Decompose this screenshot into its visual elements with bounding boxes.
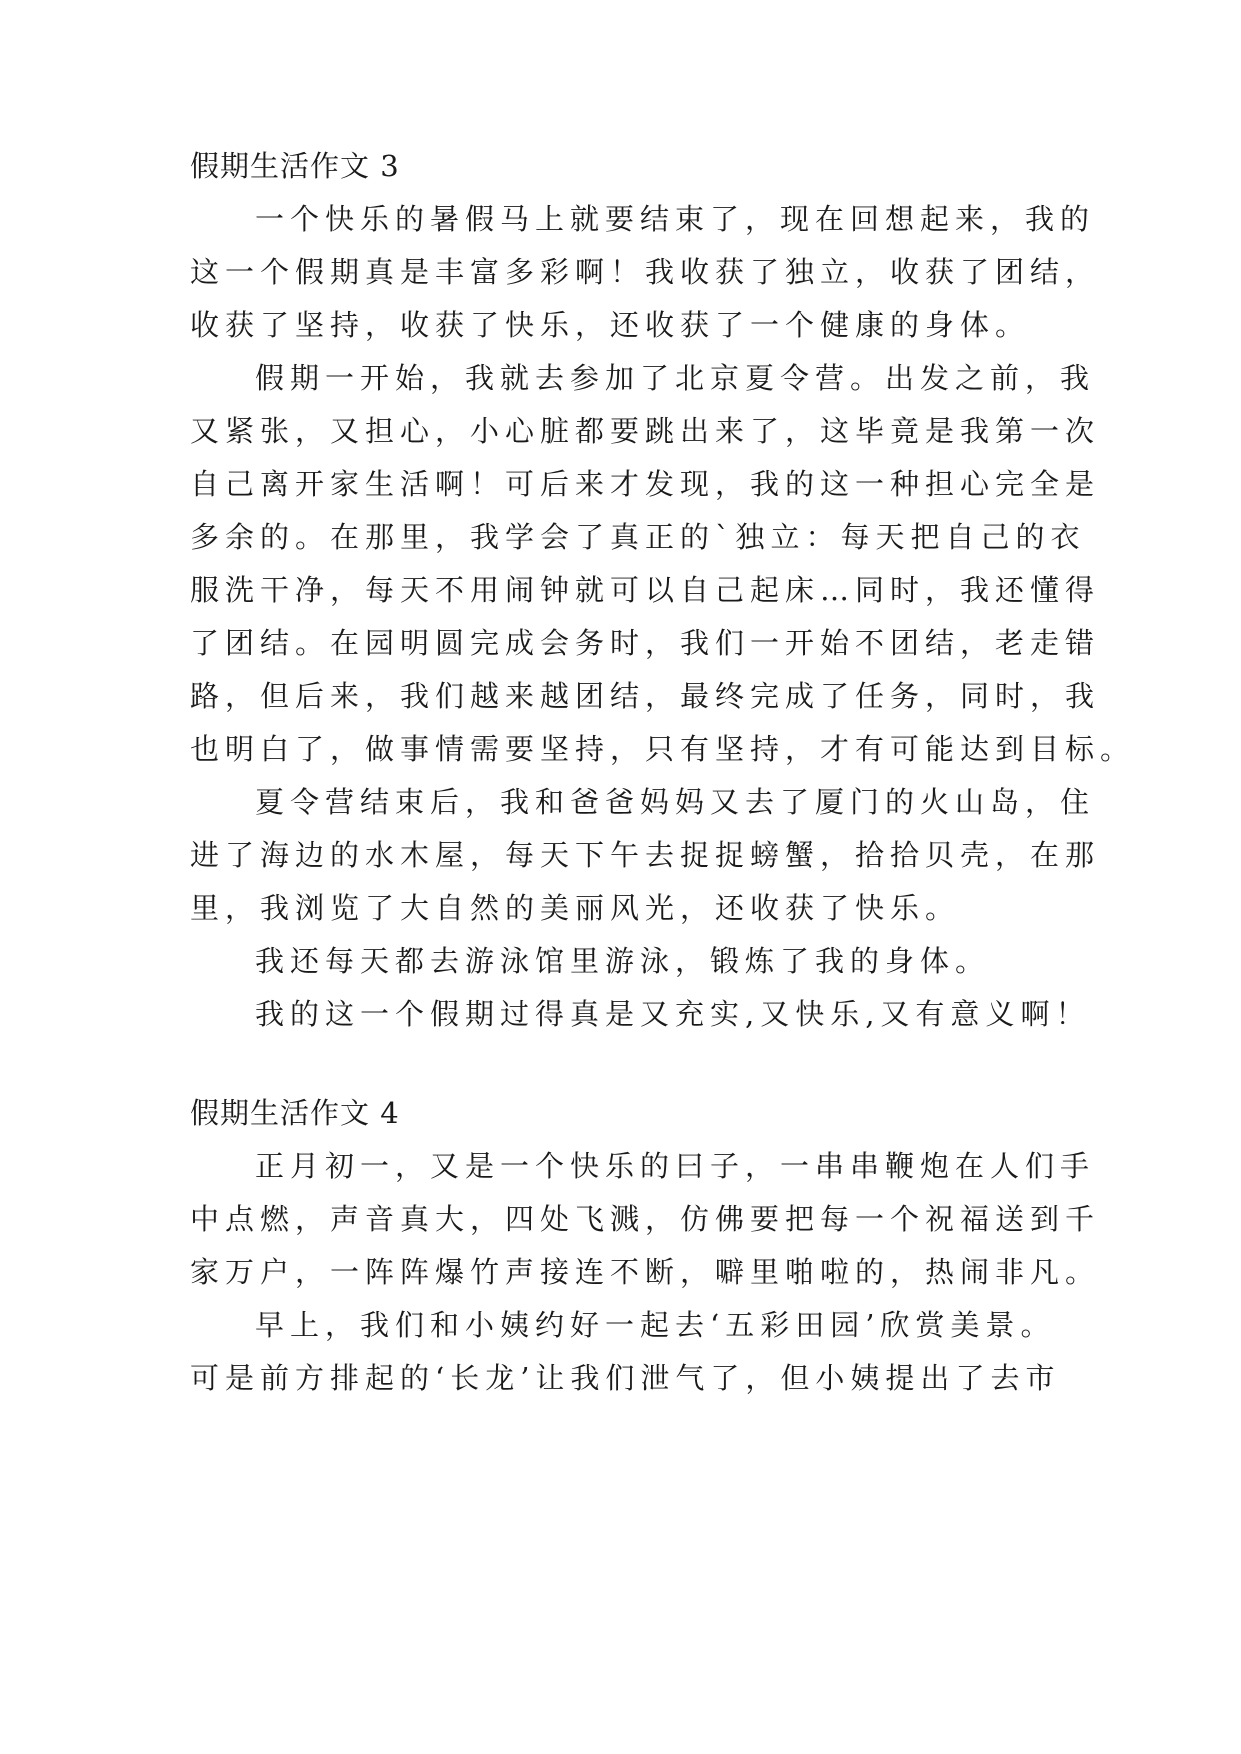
paragraph-line: 服洗干净，每天不用闹钟就可以自己起床…同时，我还懂得 bbox=[190, 573, 1101, 607]
paragraph-line: 我还每天都去游泳馆里游泳，锻炼了我的身体。 bbox=[255, 944, 991, 978]
section-3-title: 假期生活作文 3 bbox=[190, 149, 400, 183]
paragraph-line: 我的这一个假期过得真是又充实,又快乐,又有意义啊！ bbox=[255, 997, 1091, 1031]
paragraph-line: 中点燃，声音真大，四处飞溅，仿佛要把每一个祝福送到千 bbox=[190, 1202, 1101, 1236]
paragraph-line: 进了海边的水木屋，每天下午去捉捉螃蟹，拾拾贝壳，在那 bbox=[190, 838, 1101, 872]
paragraph-line: 又紧张，又担心，小心脏都要跳出来了，这毕竟是我第一次 bbox=[190, 414, 1101, 448]
paragraph-line: 假期一开始，我就去参加了北京夏令营。出发之前，我 bbox=[255, 361, 1096, 395]
paragraph-line: 自己离开家生活啊！可后来才发现，我的这一种担心完全是 bbox=[190, 467, 1101, 501]
paragraph-line: 多余的。在那里，我学会了真正的`独立：每天把自己的衣 bbox=[190, 520, 1086, 554]
section-4-title: 假期生活作文 4 bbox=[190, 1096, 400, 1130]
paragraph-line: 夏令营结束后，我和爸爸妈妈又去了厦门的火山岛，住 bbox=[255, 785, 1096, 819]
paragraph-line: 家万户，一阵阵爆竹声接连不断，噼里啪啦的，热闹非凡。 bbox=[190, 1255, 1101, 1289]
paragraph-line: 也明白了，做事情需要坚持，只有坚持，才有可能达到目标。 bbox=[190, 732, 1136, 766]
paragraph-line: 里，我浏览了大自然的美丽风光，还收获了快乐。 bbox=[190, 891, 961, 925]
paragraph-line: 了团结。在园明圆完成会务时，我们一开始不团结，老走错 bbox=[190, 626, 1101, 660]
paragraph-line: 收获了坚持，收获了快乐，还收获了一个健康的身体。 bbox=[190, 308, 1031, 342]
paragraph-line: 正月初一，又是一个快乐的曰子，一串串鞭炮在人们手 bbox=[255, 1149, 1096, 1183]
paragraph-line: 这一个假期真是丰富多彩啊！我收获了独立，收获了团结， bbox=[190, 255, 1101, 289]
paragraph-line: 早上，我们和小姨约好一起去‘五彩田园’欣赏美景。 bbox=[255, 1308, 1056, 1342]
paragraph-line: 一个快乐的暑假马上就要结束了，现在回想起来，我的 bbox=[255, 202, 1096, 236]
paragraph-line: 可是前方排起的‘长龙’让我们泄气了，但小姨提出了去市 bbox=[190, 1361, 1061, 1395]
paragraph-line: 路，但后来，我们越来越团结，最终完成了任务，同时，我 bbox=[190, 679, 1101, 713]
